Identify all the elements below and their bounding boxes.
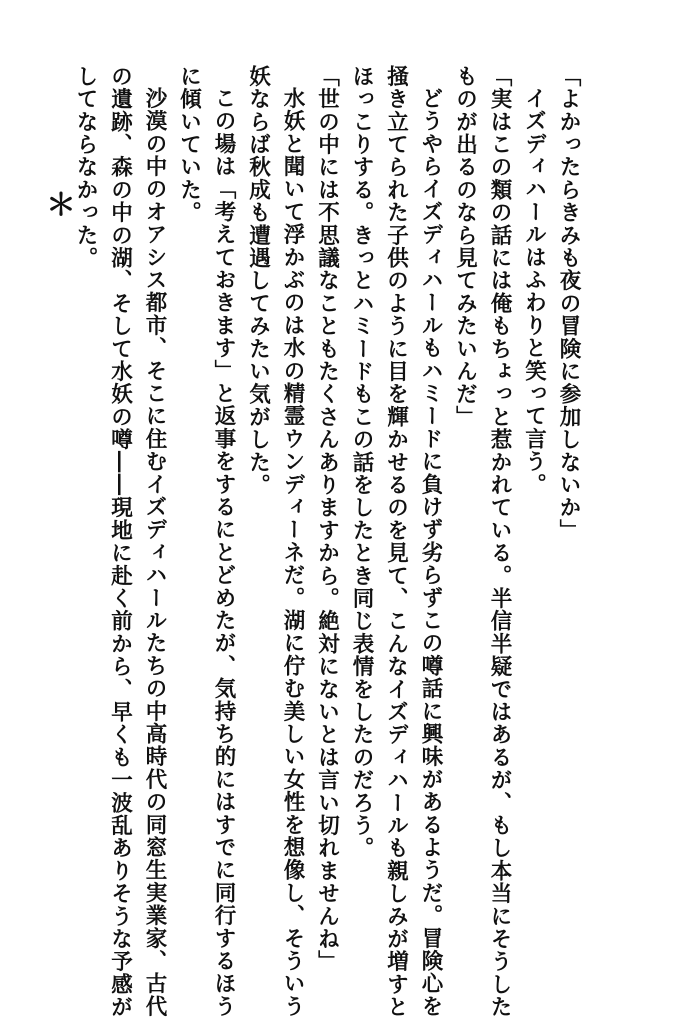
text-line: 沙漠の中のオアシス都市、そこに住むイズディハールたちの中高時代の同窓生実業家、古代 [142, 86, 167, 1018]
text-line: 掻き立てられた子供のように目を輝かせるのを見て、こんなイズディハールも親しみが増すと [383, 65, 409, 1018]
text-line: 「よかったらきみも夜の冒険に参加しないか」 [556, 65, 581, 542]
text-line: してならなかった。 [73, 65, 98, 270]
text-line: どうやらイズディハールもハミードに負けず劣らずこの噂話に興味があるようだ。冒険心を [418, 86, 443, 1018]
vertical-text-block [68, 65, 586, 1018]
text-line: に傾いていた。 [176, 65, 202, 224]
text-line: 水妖と聞いて浮かぶのは水の精霊ウンディーネだ。湖に佇む美しい女性を想像し、そういう [280, 86, 305, 1018]
text-line: 妖ならば秋成も遭遇してみたい気がした。 [245, 65, 271, 497]
text-line: 「世の中には不思議なこともたくさんありますから。絶対にないとは言い切れませんね」 [314, 65, 340, 973]
text-line: この場は「考えておきます」と返事をするにとどめたが、気持ち的にはすでに同行するほう [211, 86, 236, 1018]
scene-break-mark: ＊ [46, 188, 76, 223]
text-line: ものが出るのなら見てみたいんだ」 [452, 65, 478, 429]
text-line: 「実はこの類の話には俺もちょっと惹かれている。半信半疑ではあるが、もし本当にそうした [487, 65, 512, 1018]
text-line: の遺跡、森の中の湖、そして水妖の噂――現地に赴く前から、早くも一波乱ありそうな予感が [107, 65, 133, 1018]
text-line: ほっこりする。きっとハミードもこの話をしたとき同じ表情をしたのだろう。 [349, 65, 374, 860]
text-line: イズディハールはふわりと笑って言う。 [521, 86, 547, 496]
